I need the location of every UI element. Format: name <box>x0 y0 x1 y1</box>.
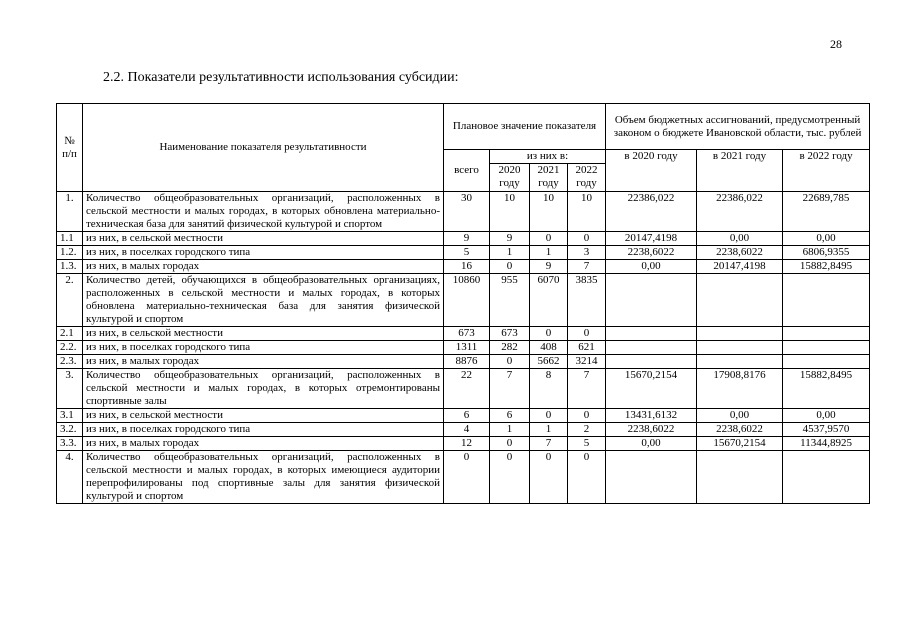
plan-total: 10860 <box>444 274 490 327</box>
budget-2020: 13431,6132 <box>606 409 697 423</box>
budget-2021 <box>697 274 783 327</box>
plan-total: 5 <box>444 246 490 260</box>
plan-2020: 0 <box>490 451 530 504</box>
plan-2021: 0 <box>530 327 568 341</box>
plan-2022: 10 <box>568 192 606 232</box>
row-name: из них, в малых городах <box>83 260 444 274</box>
budget-2020: 2238,6022 <box>606 423 697 437</box>
budget-2021: 17908,8176 <box>697 369 783 409</box>
row-name: из них, в поселках городского типа <box>83 341 444 355</box>
plan-2022: 3 <box>568 246 606 260</box>
table-row <box>57 369 870 409</box>
budget-2020 <box>606 355 697 369</box>
plan-2021: 0 <box>530 451 568 504</box>
budget-2020 <box>606 274 697 327</box>
header-num: № п/п <box>57 104 83 192</box>
plan-2020: 1 <box>490 246 530 260</box>
plan-2020: 10 <box>490 192 530 232</box>
row-number: 1. <box>57 192 83 232</box>
row-name: из них, в поселках городского типа <box>83 423 444 437</box>
plan-2021: 5662 <box>530 355 568 369</box>
budget-2020: 20147,4198 <box>606 232 697 246</box>
plan-2022: 5 <box>568 437 606 451</box>
plan-2022: 3835 <box>568 274 606 327</box>
plan-total: 8876 <box>444 355 490 369</box>
table-row <box>57 451 870 504</box>
plan-2022: 3214 <box>568 355 606 369</box>
plan-2020: 0 <box>490 355 530 369</box>
budget-2022: 6806,9355 <box>783 246 870 260</box>
table-row <box>57 423 870 437</box>
row-name: из них, в сельской местности <box>83 232 444 246</box>
header-name: Наименование показателя результативности <box>83 104 444 192</box>
budget-2022: 4537,9570 <box>783 423 870 437</box>
budget-2022 <box>783 451 870 504</box>
row-name: Количество общеобразовательных организаций, расположенных в сельской местности и малых городах, в которых отремонтированы спортивные залы <box>83 369 444 409</box>
row-number: 1.2. <box>57 246 83 260</box>
budget-2021: 2238,6022 <box>697 423 783 437</box>
budget-2022: 15882,8495 <box>783 260 870 274</box>
row-name: Количество детей, обучающихся в общеобразовательных организациях, расположенных в сельской местности и малых городах, в которых обновлена материально-техническая база для занятия физической культурой и спортом <box>83 274 444 327</box>
plan-total: 22 <box>444 369 490 409</box>
row-number: 2.2. <box>57 341 83 355</box>
table-row <box>57 355 870 369</box>
header-budget-2022: в 2022 году <box>783 150 870 192</box>
plan-2021: 10 <box>530 192 568 232</box>
row-number: 2. <box>57 274 83 327</box>
plan-2020: 673 <box>490 327 530 341</box>
row-number: 2.1 <box>57 327 83 341</box>
plan-2022: 0 <box>568 327 606 341</box>
budget-2022 <box>783 274 870 327</box>
header-year-2022: 2022 году <box>568 164 606 192</box>
header-year-2021: 2021 году <box>530 164 568 192</box>
row-number: 3.2. <box>57 423 83 437</box>
row-number: 3. <box>57 369 83 409</box>
plan-2022: 621 <box>568 341 606 355</box>
header-budget-2020: в 2020 году <box>606 150 697 192</box>
budget-2020 <box>606 341 697 355</box>
header-total: всего <box>444 150 490 192</box>
table-row <box>57 232 870 246</box>
budget-2021: 22386,022 <box>697 192 783 232</box>
plan-2021: 1 <box>530 423 568 437</box>
budget-2021: 20147,4198 <box>697 260 783 274</box>
plan-2020: 7 <box>490 369 530 409</box>
header-budget: Объем бюджетных ассигнований, предусмотренный законом о бюджете Ивановской области, тыс. рублей <box>606 104 870 150</box>
plan-total: 673 <box>444 327 490 341</box>
budget-2022 <box>783 327 870 341</box>
table-row <box>57 409 870 423</box>
plan-2020: 0 <box>490 437 530 451</box>
plan-2022: 0 <box>568 451 606 504</box>
table-row <box>57 260 870 274</box>
plan-2020: 282 <box>490 341 530 355</box>
budget-2022 <box>783 341 870 355</box>
plan-2021: 1 <box>530 246 568 260</box>
plan-total: 4 <box>444 423 490 437</box>
row-name: из них, в малых городах <box>83 355 444 369</box>
plan-total: 16 <box>444 260 490 274</box>
plan-total: 0 <box>444 451 490 504</box>
table-row <box>57 246 870 260</box>
budget-2021 <box>697 355 783 369</box>
plan-2020: 1 <box>490 423 530 437</box>
plan-2021: 7 <box>530 437 568 451</box>
plan-2020: 0 <box>490 260 530 274</box>
plan-total: 1311 <box>444 341 490 355</box>
row-name: из них, в малых городах <box>83 437 444 451</box>
plan-total: 9 <box>444 232 490 246</box>
table-row <box>57 341 870 355</box>
budget-2022: 15882,8495 <box>783 369 870 409</box>
budget-2021 <box>697 341 783 355</box>
budget-2022 <box>783 355 870 369</box>
plan-2021: 8 <box>530 369 568 409</box>
section-title: 2.2. Показатели результативности использования субсидии: <box>103 70 459 85</box>
row-name: из них, в поселках городского типа <box>83 246 444 260</box>
table-row <box>57 327 870 341</box>
budget-2022: 0,00 <box>783 232 870 246</box>
budget-2022: 0,00 <box>783 409 870 423</box>
indicators-table <box>56 103 870 504</box>
row-name: из них, в сельской местности <box>83 409 444 423</box>
plan-2021: 6070 <box>530 274 568 327</box>
plan-2020: 6 <box>490 409 530 423</box>
budget-2020: 2238,6022 <box>606 246 697 260</box>
plan-2021: 408 <box>530 341 568 355</box>
plan-2020: 9 <box>490 232 530 246</box>
plan-2022: 7 <box>568 369 606 409</box>
plan-2021: 0 <box>530 409 568 423</box>
plan-2020: 955 <box>490 274 530 327</box>
row-name: Количество общеобразовательных организаций, расположенных в сельской местности и малых городах, в которых имеющиеся аудитории перепрофилированы под спортивные залы для занятия физической культурой и спортом <box>83 451 444 504</box>
budget-2021 <box>697 451 783 504</box>
table-row <box>57 437 870 451</box>
row-number: 3.1 <box>57 409 83 423</box>
budget-2021: 0,00 <box>697 232 783 246</box>
header-budget-2021: в 2021 году <box>697 150 783 192</box>
row-name: из них, в сельской местности <box>83 327 444 341</box>
row-number: 3.3. <box>57 437 83 451</box>
budget-2020: 22386,022 <box>606 192 697 232</box>
table-row <box>57 192 870 232</box>
budget-2021 <box>697 327 783 341</box>
plan-2022: 7 <box>568 260 606 274</box>
header-of-which: из них в: <box>490 150 606 164</box>
budget-2020: 0,00 <box>606 260 697 274</box>
budget-2021: 15670,2154 <box>697 437 783 451</box>
header-plan: Плановое значение показателя <box>444 104 606 150</box>
budget-2022: 11344,8925 <box>783 437 870 451</box>
plan-2022: 2 <box>568 423 606 437</box>
row-number: 1.3. <box>57 260 83 274</box>
row-number: 4. <box>57 451 83 504</box>
budget-2020 <box>606 327 697 341</box>
plan-2022: 0 <box>568 232 606 246</box>
budget-2020: 0,00 <box>606 437 697 451</box>
header-year-2020: 2020 году <box>490 164 530 192</box>
row-number: 1.1 <box>57 232 83 246</box>
plan-2021: 0 <box>530 232 568 246</box>
budget-2022: 22689,785 <box>783 192 870 232</box>
page-number: 28 <box>830 37 842 51</box>
plan-2021: 9 <box>530 260 568 274</box>
plan-total: 30 <box>444 192 490 232</box>
row-number: 2.3. <box>57 355 83 369</box>
table-row <box>57 274 870 327</box>
budget-2021: 0,00 <box>697 409 783 423</box>
budget-2020: 15670,2154 <box>606 369 697 409</box>
plan-total: 6 <box>444 409 490 423</box>
budget-2020 <box>606 451 697 504</box>
plan-2022: 0 <box>568 409 606 423</box>
budget-2021: 2238,6022 <box>697 246 783 260</box>
row-name: Количество общеобразовательных организаций, расположенных в сельской местности и малых городах, в которых обновлена материально-техническая база для занятий физической культурой и спортом <box>83 192 444 232</box>
plan-total: 12 <box>444 437 490 451</box>
